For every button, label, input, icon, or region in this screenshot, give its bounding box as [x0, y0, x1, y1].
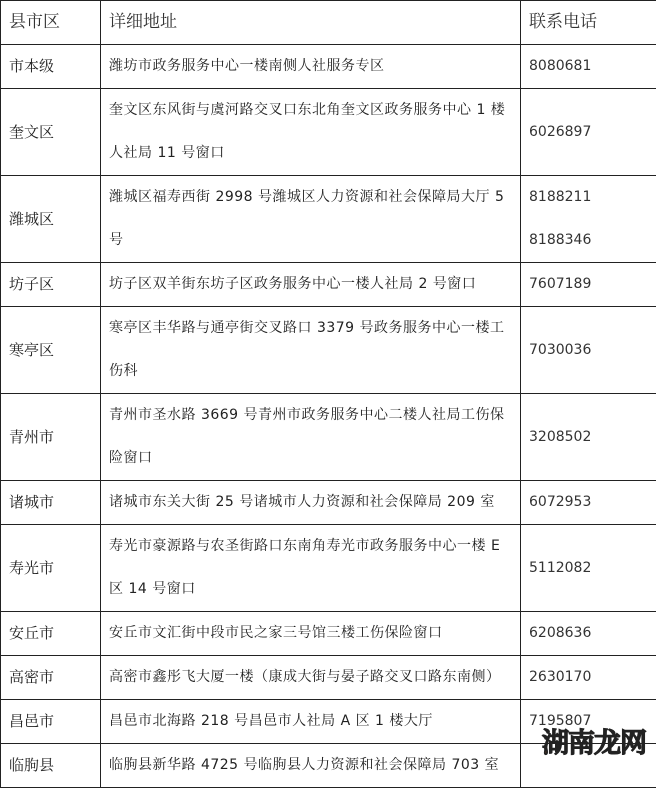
phone-number: 8188346 [529, 219, 656, 262]
phone-cell [521, 307, 656, 394]
table-row [1, 525, 656, 612]
phone-number: 8080681 [529, 45, 656, 88]
header-phone: 联系电话 [521, 1, 656, 45]
county-cell: 奎文区 [1, 89, 101, 176]
county-cell: 寒亭区 [1, 307, 101, 394]
table-row [1, 656, 656, 700]
phone-number: 8188211 [529, 176, 656, 219]
phone-number: 5112082 [529, 547, 656, 590]
address-cell: 高密市鑫彤飞大厦一楼（康成大街与晏子路交叉口路东南侧） [101, 656, 521, 700]
county-cell: 昌邑市 [1, 700, 101, 744]
phone-cell [521, 176, 656, 263]
header-county: 县市区 [1, 1, 101, 45]
table-row [1, 612, 656, 656]
address-cell: 坊子区双羊街东坊子区政务服务中心一楼人社局 2 号窗口 [101, 263, 521, 307]
county-cell: 安丘市 [1, 612, 101, 656]
table-row [1, 307, 656, 394]
table-row [1, 176, 656, 263]
header-row [1, 1, 656, 45]
phone-number: 6072953 [529, 481, 656, 524]
phone-number: 7607189 [529, 263, 656, 306]
county-cell: 坊子区 [1, 263, 101, 307]
phone-number: 7195807 [529, 700, 656, 743]
phone-cell [521, 656, 656, 700]
watermark-logo: 湖南龙网 [542, 729, 646, 759]
phone-cell [521, 525, 656, 612]
phone-cell [521, 481, 656, 525]
county-cell: 诸城市 [1, 481, 101, 525]
header-address: 详细地址 [101, 1, 521, 45]
phone-number: 6026897 [529, 111, 656, 154]
table-row [1, 481, 656, 525]
county-cell: 青州市 [1, 394, 101, 481]
address-cell: 安丘市文汇街中段市民之家三号馆三楼工伤保险窗口 [101, 612, 521, 656]
phone-number: 2630170 [529, 656, 656, 699]
address-cell: 潍坊市政务服务中心一楼南侧人社服务专区 [101, 45, 521, 89]
phone-cell [521, 45, 656, 89]
address-cell: 诸城市东关大街 25 号诸城市人力资源和社会保障局 209 室 [101, 481, 521, 525]
address-cell: 寿光市豪源路与农圣街路口东南角寿光市政务服务中心一楼 E 区 14 号窗口 [101, 525, 521, 612]
phone-cell [521, 89, 656, 176]
address-cell: 青州市圣水路 3669 号青州市政务服务中心二楼人社局工伤保险窗口 [101, 394, 521, 481]
table-row [1, 89, 656, 176]
phone-cell [521, 394, 656, 481]
county-cell: 市本级 [1, 45, 101, 89]
phone-cell [521, 612, 656, 656]
table-row [1, 394, 656, 481]
county-cell: 高密市 [1, 656, 101, 700]
phone-cell [521, 263, 656, 307]
address-cell: 临朐县新华路 4725 号临朐县人力资源和社会保障局 703 室 [101, 744, 521, 788]
phone-number: 3208502 [529, 416, 656, 459]
address-cell: 奎文区东风街与虞河路交叉口东北角奎文区政务服务中心 1 楼人社局 11 号窗口 [101, 89, 521, 176]
county-cell: 潍城区 [1, 176, 101, 263]
table-row [1, 263, 656, 307]
address-cell: 寒亭区丰华路与通亭街交叉路口 3379 号政务服务中心一楼工伤科 [101, 307, 521, 394]
address-cell: 昌邑市北海路 218 号昌邑市人社局 A 区 1 楼大厅 [101, 700, 521, 744]
phone-number: 7030036 [529, 329, 656, 372]
address-cell: 潍城区福寿西街 2998 号潍城区人力资源和社会保障局大厅 5 号 [101, 176, 521, 263]
county-cell: 临朐县 [1, 744, 101, 788]
phone-number: 6208636 [529, 612, 656, 655]
table-row [1, 45, 656, 89]
county-cell: 寿光市 [1, 525, 101, 612]
